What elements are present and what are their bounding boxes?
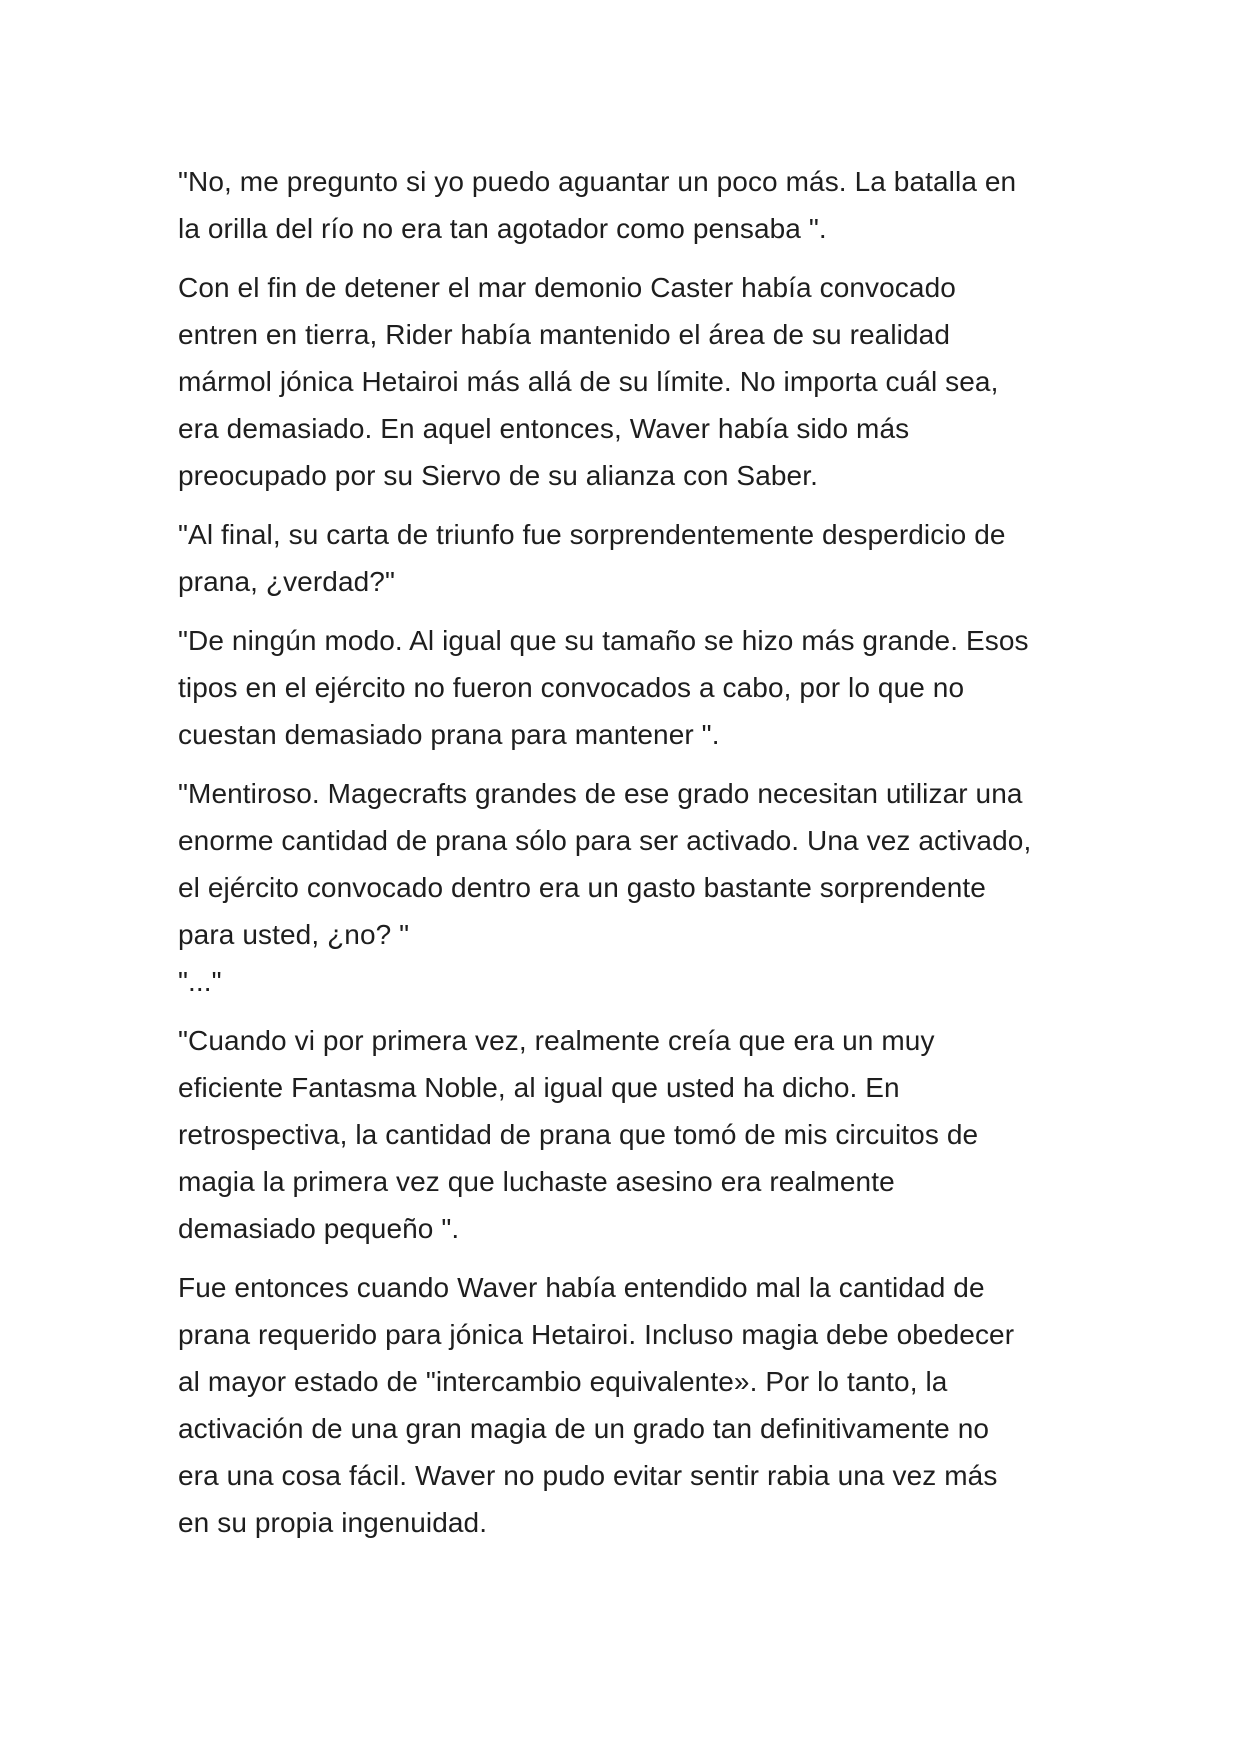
text-line: "De ningún modo. Al igual que su tamaño se hizo más grande. Esos (178, 625, 1029, 656)
text-line: el ejército convocado dentro era un gasto bastante sorprendente (178, 872, 986, 903)
text-line: era demasiado. En aquel entonces, Waver había sido más (178, 413, 910, 444)
text-line: Fue entonces cuando Waver había entendido mal la cantidad de (178, 1272, 985, 1303)
text-line: cuestan demasiado prana para mantener ". (178, 719, 720, 750)
text-line: "Cuando vi por primera vez, realmente creía que era un muy (178, 1025, 935, 1056)
text-line: enorme cantidad de prana sólo para ser activado. Una vez activado, (178, 825, 1032, 856)
text-line: prana requerido para jónica Hetairoi. Incluso magia debe obedecer (178, 1319, 1015, 1350)
text-line: "No, me pregunto si yo puedo aguantar un poco más. La batalla en (178, 166, 1017, 197)
paragraph-4 (178, 617, 1078, 758)
paragraph-1 (178, 158, 1078, 252)
text-line: preocupado por su Siervo de su alianza con Saber. (178, 460, 818, 491)
text-line: "Mentiroso. Magecrafts grandes de ese grado necesitan utilizar una (178, 778, 1023, 809)
text-line: "..." (178, 966, 222, 997)
text-line: entren en tierra, Rider había mantenido el área de su realidad (178, 319, 951, 350)
text-line: prana, ¿verdad?" (178, 566, 396, 597)
text-line: magia la primera vez que luchaste asesino era realmente (178, 1166, 895, 1197)
text-line: demasiado pequeño ". (178, 1213, 460, 1244)
paragraph-3 (178, 511, 1078, 605)
text-line: eficiente Fantasma Noble, al igual que usted ha dicho. En (178, 1072, 900, 1103)
text-line: era una cosa fácil. Waver no pudo evitar sentir rabia una vez más (178, 1460, 998, 1491)
text-line: al mayor estado de "intercambio equivalente». Por lo tanto, la (178, 1366, 948, 1397)
text-line: tipos en el ejército no fueron convocados a cabo, por lo que no (178, 672, 965, 703)
paragraph-2 (178, 264, 1078, 499)
text-line: la orilla del río no era tan agotador como pensaba ". (178, 213, 827, 244)
paragraph-6 (178, 1017, 1078, 1252)
paragraph-5 (178, 770, 1078, 1005)
text-line: activación de una gran magia de un grado tan definitivamente no (178, 1413, 990, 1444)
text-line: retrospectiva, la cantidad de prana que tomó de mis circuitos de (178, 1119, 979, 1150)
text-line: "Al final, su carta de triunfo fue sorprendentemente desperdicio de (178, 519, 1006, 550)
text-line: en su propia ingenuidad. (178, 1507, 488, 1538)
text-line: para usted, ¿no? " (178, 919, 410, 950)
paragraph-7 (178, 1264, 1078, 1546)
body-text (178, 158, 1078, 1558)
text-line: mármol jónica Hetairoi más allá de su límite. No importa cuál sea, (178, 366, 999, 397)
text-line: Con el fin de detener el mar demonio Caster había convocado (178, 272, 956, 303)
